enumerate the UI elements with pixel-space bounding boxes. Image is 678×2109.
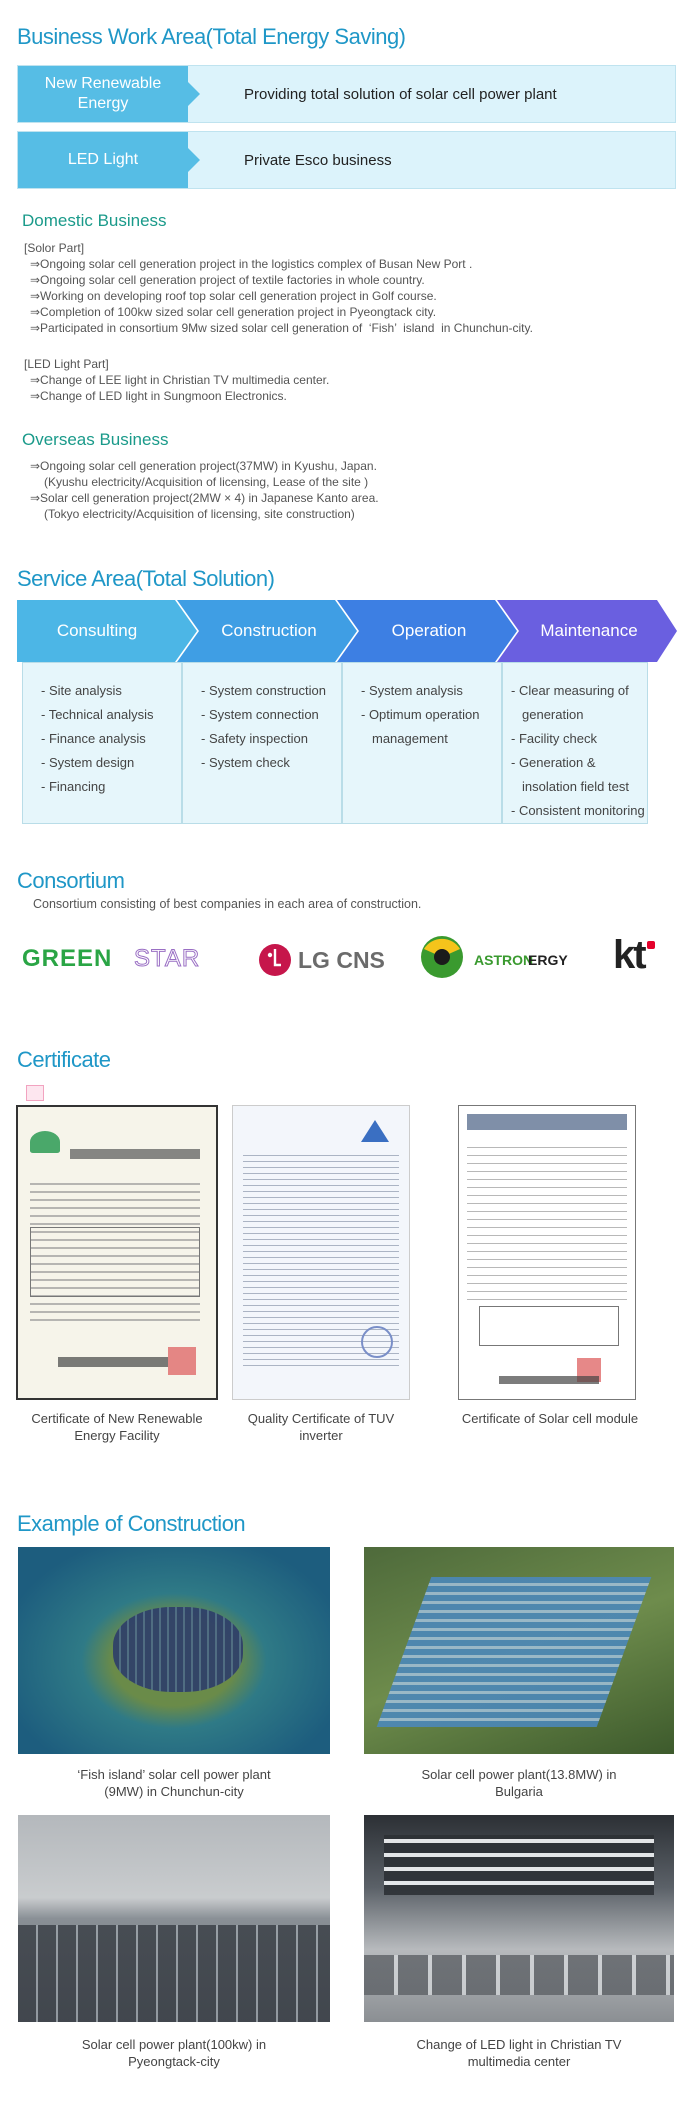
- arrow-consulting-label: Consulting: [56, 621, 138, 640]
- cert-seal-icon: [30, 1131, 60, 1153]
- lg-circle-icon: [258, 943, 292, 977]
- service-item: - System analysis: [361, 683, 463, 698]
- cert-module-footer: [499, 1376, 599, 1384]
- overseas-item-note: (Kyushu electricity/Acquisition of licensing, Lease of the site ): [44, 475, 369, 489]
- photo-pyeongtack-panels: [18, 1925, 330, 2022]
- lgcns-logo-text: LG CNS: [298, 947, 385, 973]
- arrow-construction-label: Construction: [221, 621, 317, 640]
- cert-caption-tuv: Quality Certificate of TUV inverter: [247, 1411, 395, 1443]
- kt-logo-text: kt: [613, 933, 645, 977]
- led-item: ⇒Change of LED light in Sungmoon Electronics.: [30, 389, 287, 403]
- overseas-item: ⇒Solar cell generation project(2MW × 4) in Japanese Kanto area.: [30, 491, 379, 505]
- photo-pyeongtack: [18, 1815, 330, 2022]
- solar-item: ⇒Completion of 100kw sized solar cell generation project in Pyeongtack city.: [30, 305, 437, 319]
- photo-led-desks: [364, 1955, 674, 1995]
- certificate-title: Certificate: [17, 1047, 111, 1072]
- service-item: - Consistent monitoring: [511, 803, 645, 818]
- cert-tuv-seal: [361, 1326, 393, 1358]
- arrow-operation-label: Operation: [391, 621, 467, 640]
- photo-bulgaria: [364, 1547, 674, 1754]
- service-item: - Safety inspection: [201, 731, 308, 746]
- caption-line: multimedia center: [467, 2054, 571, 2069]
- domestic-led-block: [24, 356, 329, 404]
- service-box-maintenance: [502, 662, 648, 824]
- service-box-construction: [182, 662, 342, 824]
- solar-item: ⇒Participated in consortium 9Mw sized solar cell generation of ‘Fish’ island in Chunchun-city.: [30, 321, 533, 335]
- bwa-label-led: LED Light: [18, 132, 188, 188]
- solar-item: ⇒Ongoing solar cell generation project of textile factories in whole country.: [30, 273, 425, 287]
- service-box-consulting: [22, 662, 182, 824]
- solar-part-heading: [Solor Part]: [24, 241, 85, 255]
- photo-led-lights: [384, 1835, 654, 1895]
- astronergy-logo-text-b: ERGY: [528, 952, 568, 968]
- astronergy-sphere-icon: [420, 935, 464, 979]
- service-item: - Site analysis: [41, 683, 122, 698]
- kt-logo: [613, 935, 673, 985]
- service-item: - Facility check: [511, 731, 597, 746]
- construction-title: Example of Construction: [17, 1511, 246, 1536]
- photo-led-center: [364, 1815, 674, 2022]
- led-part-heading: [LED Light Part]: [24, 357, 109, 371]
- service-item: - Optimum operation: [361, 707, 480, 722]
- service-item: - Technical analysis: [41, 707, 154, 722]
- service-item: insolation field test: [522, 779, 629, 794]
- consortium-title: Consortium: [17, 868, 125, 893]
- service-item: management: [372, 731, 448, 746]
- solar-item: ⇒Ongoing solar cell generation project in the logistics complex of Busan New Port .: [30, 257, 473, 271]
- service-item: - System construction: [201, 683, 326, 698]
- cert-module-lines: [467, 1140, 627, 1300]
- cert-doc-box: [30, 1227, 200, 1297]
- cert-module-header: [467, 1114, 627, 1130]
- bwa-label-renewable: [18, 66, 188, 122]
- overseas-item: ⇒Ongoing solar cell generation project(37MW) in Kyushu, Japan.: [30, 459, 377, 473]
- greenstar-logo-green: GREEN: [22, 945, 113, 972]
- pink-marker-icon: [26, 1085, 44, 1101]
- caption-line: Change of LED light in Christian TV: [416, 2037, 622, 2052]
- astronergy-logo: [420, 935, 590, 985]
- cert-module-image: [458, 1105, 636, 1400]
- service-item: - Generation &: [511, 755, 596, 770]
- service-item: - System connection: [201, 707, 319, 722]
- bwa-desc-renewable: Providing total solution of solar cell power plant: [244, 85, 557, 103]
- greenstar-logo-star: STAR: [134, 945, 201, 972]
- service-item: - System check: [201, 755, 290, 770]
- business-work-area-title: Business Work Area(Total Energy Saving): [17, 24, 406, 49]
- arrow-maintenance-label: Maintenance: [540, 621, 638, 640]
- domestic-business-title: Domestic Business: [22, 211, 167, 230]
- domestic-solar-block: [24, 240, 533, 336]
- caption-led-center: [364, 2036, 674, 2070]
- solar-item: ⇒Working on developing roof top solar cell generation project in Golf course.: [30, 289, 437, 303]
- caption-fish-island: [18, 1766, 330, 1800]
- caption-line: Certificate of New Renewable: [31, 1411, 203, 1426]
- kt-logo-dot: [647, 941, 655, 949]
- cert-renewable-image: [16, 1105, 218, 1400]
- service-item: - Finance analysis: [41, 731, 146, 746]
- service-area-title: Service Area(Total Solution): [17, 566, 275, 591]
- cert-doc-heading: [70, 1149, 200, 1159]
- bwa-row-led: [17, 131, 676, 189]
- cert-tuv-image: [232, 1105, 410, 1400]
- cert-caption-renewable: [16, 1410, 218, 1444]
- caption-pyeongtack: [18, 2036, 330, 2070]
- cert-module-table: [479, 1306, 619, 1346]
- cert-doc-signature: [58, 1357, 168, 1367]
- photo-fish-island: [18, 1547, 330, 1754]
- astronergy-logo-text-a: ASTRON: [474, 952, 534, 968]
- bwa-desc-led: Private Esco business: [244, 151, 392, 169]
- bwa-label-line2: Energy: [77, 95, 129, 112]
- caption-line: Energy Facility: [74, 1428, 160, 1443]
- caption-bulgaria: [364, 1766, 674, 1800]
- overseas-item-note: (Tokyo electricity/Acquisition of licensing, site construction): [44, 507, 355, 521]
- service-item: - Financing: [41, 779, 106, 794]
- photo-bulgaria-panels: [377, 1577, 652, 1727]
- caption-line: Solar cell power plant(13.8MW) in: [421, 1767, 617, 1782]
- cert-red-stamp: [168, 1347, 196, 1375]
- photo-fish-island-panels: [113, 1607, 243, 1692]
- led-item: ⇒Change of LEE light in Christian TV multimedia center.: [30, 373, 330, 387]
- caption-line: Solar cell power plant(100kw) in: [81, 2037, 267, 2052]
- service-box-operation: [342, 662, 502, 824]
- caption-line: ‘Fish island’ solar cell power plant: [77, 1767, 271, 1782]
- cert-tuv-logo: [361, 1120, 389, 1142]
- service-item: - System design: [41, 755, 135, 770]
- service-item: generation: [522, 707, 584, 722]
- overseas-business-title: Overseas Business: [22, 430, 169, 449]
- consortium-desc: Consortium consisting of best companies in each area of construction.: [33, 897, 422, 911]
- service-item: - Clear measuring of: [511, 683, 629, 698]
- caption-line: (9MW) in Chunchun-city: [104, 1784, 244, 1799]
- cert-caption-module: Certificate of Solar cell module: [461, 1411, 639, 1426]
- caption-line: Pyeongtack-city: [128, 2054, 220, 2069]
- bwa-row-renewable: [17, 65, 676, 123]
- bwa-label-line1: New Renewable: [44, 75, 162, 92]
- greenstar-logo: [22, 935, 232, 985]
- overseas-block: [24, 458, 379, 522]
- lgcns-logo: [258, 935, 398, 985]
- caption-line: Bulgaria: [495, 1784, 543, 1799]
